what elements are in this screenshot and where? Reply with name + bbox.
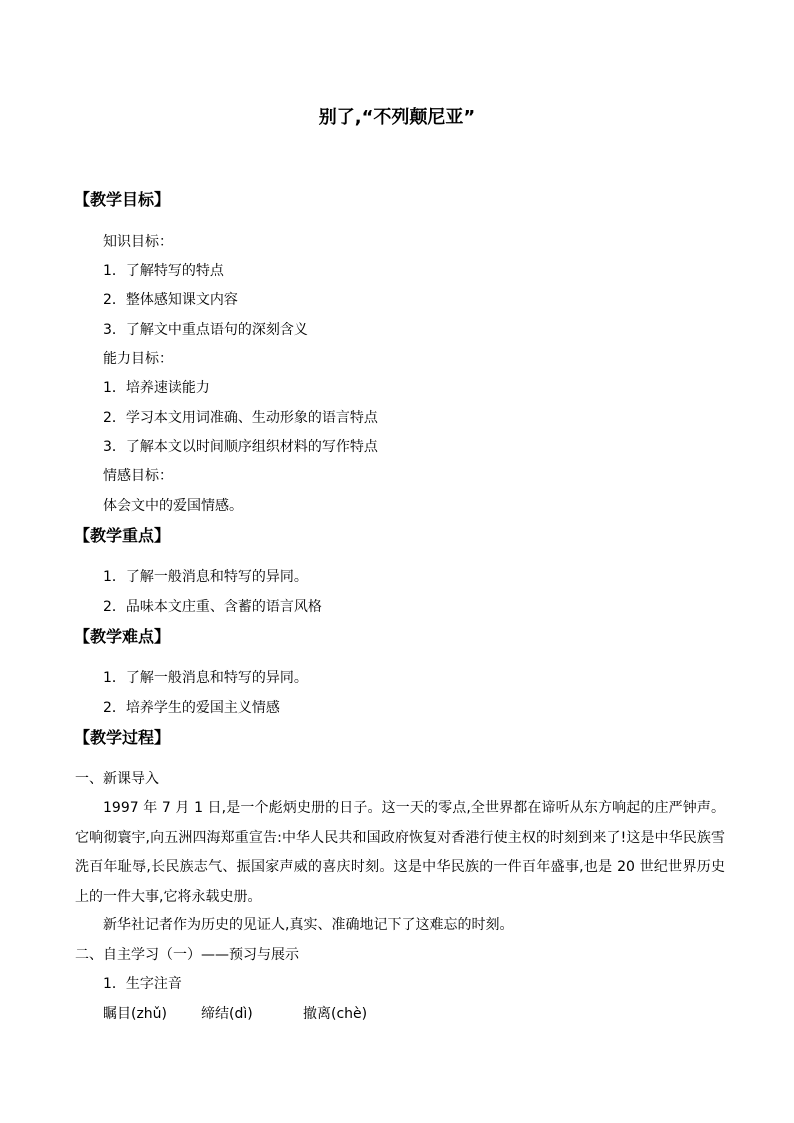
key-point-item: 1．了解一般消息和特写的异同。: [103, 569, 308, 585]
ability-label: 能力目标：: [103, 351, 173, 367]
difficulty-item: 1．了解一般消息和特写的异同。: [103, 670, 308, 686]
pinyin-item: 撤离(chè): [303, 1006, 368, 1022]
knowledge-label: 知识目标：: [103, 234, 173, 250]
difficulties-heading: 【教学难点】: [74, 627, 171, 646]
part2-item: 1．生字注音: [103, 976, 182, 992]
part2-title: 二、自主学习（一）——预习与展示: [75, 947, 299, 963]
key-points-heading: 【教学重点】: [74, 526, 171, 545]
document-title: 别了,“不列颠尼亚”: [318, 107, 476, 128]
pinyin-item: 缔结(dì): [201, 1006, 253, 1022]
intro-paragraph: 1997 年 7 月 1 日,是一个彪炳史册的日子。这一天的零点,全世界都在谛听从东方响起的庄严钟声。它响彻寰宇,向五洲四海郑重宣告:中华人民共和国政府恢复对香港行使主权的时刻到来了!这是中华民族雪洗百年耻辱,长民族志气、振国家声威的喜庆时刻。这是中华民族的一件百年盛事,也是 20 世纪世界历史上的一件大事,它将永载史册。: [75, 800, 725, 905]
process-heading: 【教学过程】: [74, 728, 171, 747]
knowledge-item: 3．了解文中重点语句的深刻含义: [103, 322, 308, 338]
knowledge-item: 2．整体感知课文内容: [103, 292, 238, 308]
ability-item: 2．学习本文用词准确、生动形象的语言特点: [103, 410, 378, 426]
pinyin-item: 瞩目(zhǔ): [103, 1006, 168, 1022]
difficulty-item: 2．培养学生的爱国主义情感: [103, 700, 280, 716]
objectives-heading: 【教学目标】: [74, 190, 171, 209]
key-point-item: 2．品味本文庄重、含蓄的语言风格: [103, 599, 322, 615]
emotion-text: 体会文中的爱国情感。: [103, 498, 243, 514]
ability-item: 1．培养速读能力: [103, 380, 210, 396]
part1-title: 一、新课导入: [75, 771, 159, 787]
intro-paragraph-2: 新华社记者作为历史的见证人,真实、准确地记下了这难忘的时刻。: [103, 917, 514, 933]
emotion-label: 情感目标：: [103, 468, 173, 484]
knowledge-item: 1．了解特写的特点: [103, 263, 224, 279]
ability-item: 3．了解本文以时间顺序组织材料的写作特点: [103, 439, 378, 455]
